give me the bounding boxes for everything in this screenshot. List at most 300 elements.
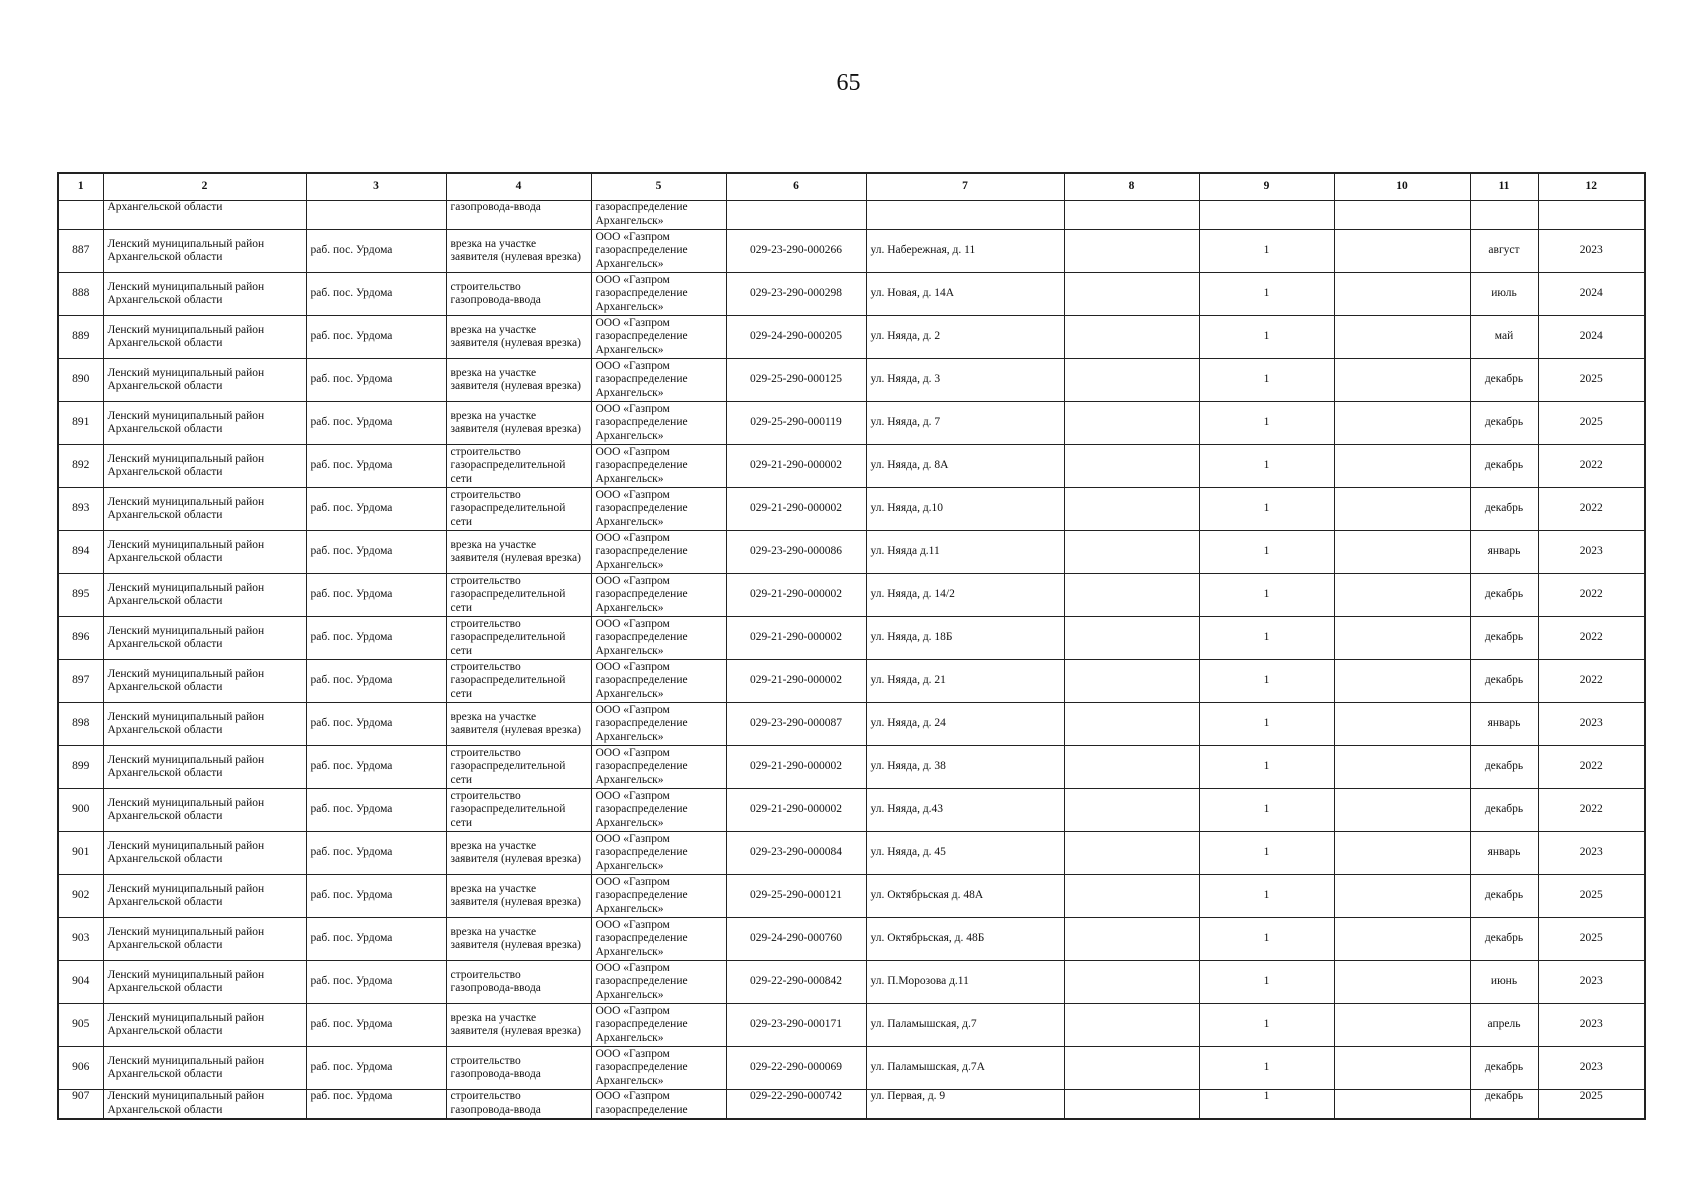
cell-col10 <box>1334 703 1470 746</box>
cell-settlement: раб. пос. Урдома <box>306 1090 446 1120</box>
cell-code: 029-21-290-000002 <box>726 660 866 703</box>
cell-num: 887 <box>58 230 103 273</box>
cell-col10 <box>1334 402 1470 445</box>
cell-address: ул. Няяда, д. 2 <box>866 316 1064 359</box>
cell-work-type: врезка на участке заявителя (нулевая врезка) <box>446 918 591 961</box>
cell-code: 029-24-290-000205 <box>726 316 866 359</box>
cell-settlement: раб. пос. Урдома <box>306 918 446 961</box>
page-number: 65 <box>836 70 861 96</box>
cell-col10 <box>1334 832 1470 875</box>
cell-code: 029-22-290-000842 <box>726 961 866 1004</box>
cell-company: ООО «Газпром газораспределение Архангельск» <box>591 617 726 660</box>
cell-num: 907 <box>58 1090 103 1120</box>
cell-month: июнь <box>1470 961 1538 1004</box>
cell-col9: 1 <box>1199 1004 1334 1047</box>
cell-month <box>1470 201 1538 230</box>
cell-num: 892 <box>58 445 103 488</box>
cell-district: Ленский муниципальный район Архангельской области <box>103 273 306 316</box>
cell-col10 <box>1334 1047 1470 1090</box>
cell-year <box>1538 201 1645 230</box>
cell-year: 2024 <box>1538 273 1645 316</box>
cell-work-type: строительство газопровода-ввода <box>446 273 591 316</box>
cell-company: ООО «Газпром газораспределение Архангельск» <box>591 832 726 875</box>
cell-address: ул. Паламышская, д.7А <box>866 1047 1064 1090</box>
cell-col9: 1 <box>1199 230 1334 273</box>
cell-num: 897 <box>58 660 103 703</box>
cell-month: декабрь <box>1470 660 1538 703</box>
cell-district: Ленский муниципальный район Архангельской области <box>103 316 306 359</box>
cell-code: 029-21-290-000002 <box>726 789 866 832</box>
cell-col10 <box>1334 445 1470 488</box>
column-header: 10 <box>1334 173 1470 201</box>
cell-num: 898 <box>58 703 103 746</box>
cell-work-type: врезка на участке заявителя (нулевая врезка) <box>446 1004 591 1047</box>
cell-col8 <box>1064 875 1199 918</box>
cell-settlement: раб. пос. Урдома <box>306 488 446 531</box>
cell-year: 2023 <box>1538 703 1645 746</box>
cell-month: январь <box>1470 531 1538 574</box>
cell-col9: 1 <box>1199 488 1334 531</box>
cell-company: ООО «Газпром газораспределение Архангельск» <box>591 1047 726 1090</box>
column-header: 9 <box>1199 173 1334 201</box>
cell-month: декабрь <box>1470 402 1538 445</box>
cell-num: 900 <box>58 789 103 832</box>
cell-col8 <box>1064 961 1199 1004</box>
cell-year: 2022 <box>1538 574 1645 617</box>
cell-settlement: раб. пос. Урдома <box>306 875 446 918</box>
table-row <box>58 402 1645 445</box>
cell-code: 029-25-290-000125 <box>726 359 866 402</box>
cell-code: 029-25-290-000119 <box>726 402 866 445</box>
table-row <box>58 488 1645 531</box>
cell-year: 2024 <box>1538 316 1645 359</box>
cell-address: ул. Няяда, д. 24 <box>866 703 1064 746</box>
cell-col8 <box>1064 789 1199 832</box>
table-row <box>58 1090 1645 1120</box>
cell-col9: 1 <box>1199 359 1334 402</box>
cell-work-type: строительство газораспределительной сети <box>446 445 591 488</box>
cell-col8 <box>1064 531 1199 574</box>
cell-col8 <box>1064 660 1199 703</box>
cell-col8 <box>1064 1090 1199 1120</box>
cell-address <box>866 201 1064 230</box>
column-header: 5 <box>591 173 726 201</box>
table-row <box>58 961 1645 1004</box>
cell-work-type: строительство газораспределительной сети <box>446 574 591 617</box>
column-header: 7 <box>866 173 1064 201</box>
cell-num: 904 <box>58 961 103 1004</box>
cell-num: 906 <box>58 1047 103 1090</box>
cell-address: ул. Набережная, д. 11 <box>866 230 1064 273</box>
cell-company: ООО «Газпром газораспределение Архангельск» <box>591 273 726 316</box>
cell-month: январь <box>1470 832 1538 875</box>
cell-col8 <box>1064 1047 1199 1090</box>
cell-col9: 1 <box>1199 617 1334 660</box>
table-row <box>58 832 1645 875</box>
cell-work-type: газопровода-ввода <box>446 201 591 230</box>
column-header: 2 <box>103 173 306 201</box>
cell-company: ООО «Газпром газораспределение Архангельск» <box>591 359 726 402</box>
cell-code: 029-21-290-000002 <box>726 746 866 789</box>
cell-col8 <box>1064 273 1199 316</box>
cell-settlement: раб. пос. Урдома <box>306 230 446 273</box>
cell-company: ООО «Газпром газораспределение Архангельск» <box>591 875 726 918</box>
cell-address: ул. Няяда, д. 45 <box>866 832 1064 875</box>
cell-settlement: раб. пос. Урдома <box>306 574 446 617</box>
cell-month: август <box>1470 230 1538 273</box>
column-header: 8 <box>1064 173 1199 201</box>
cell-num: 890 <box>58 359 103 402</box>
cell-address: ул. Няяда, д. 14/2 <box>866 574 1064 617</box>
cell-col8 <box>1064 445 1199 488</box>
cell-col9: 1 <box>1199 961 1334 1004</box>
cell-year: 2022 <box>1538 746 1645 789</box>
cell-col9: 1 <box>1199 918 1334 961</box>
cell-year: 2022 <box>1538 445 1645 488</box>
cell-month: декабрь <box>1470 1047 1538 1090</box>
cell-num: 905 <box>58 1004 103 1047</box>
cell-month: январь <box>1470 703 1538 746</box>
cell-settlement <box>306 201 446 230</box>
cell-address: ул. Няяда, д. 7 <box>866 402 1064 445</box>
cell-address: ул. Новая, д. 14А <box>866 273 1064 316</box>
cell-work-type: врезка на участке заявителя (нулевая врезка) <box>446 316 591 359</box>
cell-code: 029-23-290-000087 <box>726 703 866 746</box>
cell-col10 <box>1334 1004 1470 1047</box>
cell-code: 029-23-290-000086 <box>726 531 866 574</box>
cell-year: 2022 <box>1538 488 1645 531</box>
cell-col10 <box>1334 1090 1470 1120</box>
cell-col8 <box>1064 574 1199 617</box>
cell-year: 2025 <box>1538 402 1645 445</box>
cell-num: 888 <box>58 273 103 316</box>
cell-district: Ленский муниципальный район Архангельской области <box>103 488 306 531</box>
cell-work-type: строительство газораспределительной сети <box>446 488 591 531</box>
cell-settlement: раб. пос. Урдома <box>306 445 446 488</box>
cell-col8 <box>1064 832 1199 875</box>
table-row <box>58 230 1645 273</box>
cell-district: Ленский муниципальный район Архангельской области <box>103 617 306 660</box>
cell-col8 <box>1064 488 1199 531</box>
cell-district: Ленский муниципальный район Архангельской области <box>103 660 306 703</box>
cell-work-type: врезка на участке заявителя (нулевая врезка) <box>446 230 591 273</box>
cell-company: ООО «Газпром газораспределение Архангельск» <box>591 703 726 746</box>
cell-col10 <box>1334 488 1470 531</box>
cell-col10 <box>1334 617 1470 660</box>
cell-month: июль <box>1470 273 1538 316</box>
cell-col9: 1 <box>1199 273 1334 316</box>
cell-company: ООО «Газпром газораспределение Архангельск» <box>591 789 726 832</box>
cell-settlement: раб. пос. Урдома <box>306 746 446 789</box>
cell-settlement: раб. пос. Урдома <box>306 660 446 703</box>
cell-work-type: строительство газопровода-ввода <box>446 1047 591 1090</box>
cell-col8 <box>1064 746 1199 789</box>
cell-year: 2023 <box>1538 1047 1645 1090</box>
cell-company: ООО «Газпром газораспределение Архангельск» <box>591 961 726 1004</box>
cell-code: 029-22-290-000069 <box>726 1047 866 1090</box>
cell-address: ул. Паламышская, д.7 <box>866 1004 1064 1047</box>
cell-col10 <box>1334 789 1470 832</box>
cell-settlement: раб. пос. Урдома <box>306 832 446 875</box>
cell-col8 <box>1064 230 1199 273</box>
cell-district: Ленский муниципальный район Архангельской области <box>103 402 306 445</box>
table-row <box>58 1004 1645 1047</box>
cell-month: декабрь <box>1470 1090 1538 1120</box>
cell-num: 895 <box>58 574 103 617</box>
cell-month: декабрь <box>1470 746 1538 789</box>
cell-month: декабрь <box>1470 918 1538 961</box>
cell-num: 891 <box>58 402 103 445</box>
cell-num <box>58 201 103 230</box>
cell-col8 <box>1064 316 1199 359</box>
table-row <box>58 875 1645 918</box>
cell-code: 029-21-290-000002 <box>726 445 866 488</box>
cell-company: ООО «Газпром газораспределение Архангельск» <box>591 531 726 574</box>
cell-district: Ленский муниципальный район Архангельской области <box>103 1090 306 1120</box>
cell-district: Ленский муниципальный район Архангельской области <box>103 445 306 488</box>
cell-col10 <box>1334 875 1470 918</box>
cell-col9: 1 <box>1199 531 1334 574</box>
cell-month: декабрь <box>1470 574 1538 617</box>
cell-col9: 1 <box>1199 832 1334 875</box>
continuation-row <box>58 201 1645 230</box>
cell-col10 <box>1334 273 1470 316</box>
cell-address: ул. Няяда, д. 18Б <box>866 617 1064 660</box>
cell-work-type: врезка на участке заявителя (нулевая врезка) <box>446 875 591 918</box>
cell-district: Ленский муниципальный район Архангельской области <box>103 574 306 617</box>
cell-year: 2023 <box>1538 1004 1645 1047</box>
cell-address: ул. Няяда, д.10 <box>866 488 1064 531</box>
cell-company: ООО «Газпром газораспределение Архангельск» <box>591 574 726 617</box>
cell-company: ООО «Газпром газораспределение <box>591 1090 726 1120</box>
cell-settlement: раб. пос. Урдома <box>306 961 446 1004</box>
cell-col9: 1 <box>1199 574 1334 617</box>
cell-col8 <box>1064 1004 1199 1047</box>
cell-company: ООО «Газпром газораспределение Архангельск» <box>591 445 726 488</box>
cell-col9: 1 <box>1199 445 1334 488</box>
cell-col8 <box>1064 918 1199 961</box>
cell-num: 896 <box>58 617 103 660</box>
cell-col10 <box>1334 230 1470 273</box>
cell-year: 2022 <box>1538 789 1645 832</box>
table-row <box>58 316 1645 359</box>
cell-district: Ленский муниципальный район Архангельской области <box>103 789 306 832</box>
cell-num: 894 <box>58 531 103 574</box>
cell-col10 <box>1334 961 1470 1004</box>
cell-num: 899 <box>58 746 103 789</box>
cell-work-type: строительство газораспределительной сети <box>446 660 591 703</box>
cell-code: 029-23-290-000298 <box>726 273 866 316</box>
table-row <box>58 445 1645 488</box>
cell-work-type: строительство газораспределительной сети <box>446 746 591 789</box>
cell-col9: 1 <box>1199 1090 1334 1120</box>
cell-col8 <box>1064 617 1199 660</box>
cell-year: 2022 <box>1538 660 1645 703</box>
cell-code: 029-23-290-000084 <box>726 832 866 875</box>
cell-col9: 1 <box>1199 875 1334 918</box>
cell-code: 029-25-290-000121 <box>726 875 866 918</box>
cell-code <box>726 201 866 230</box>
cell-code: 029-21-290-000002 <box>726 617 866 660</box>
cell-col9: 1 <box>1199 1047 1334 1090</box>
cell-col8 <box>1064 402 1199 445</box>
cell-settlement: раб. пос. Урдома <box>306 617 446 660</box>
cell-work-type: строительство газопровода-ввода <box>446 1090 591 1120</box>
cell-settlement: раб. пос. Урдома <box>306 703 446 746</box>
cell-code: 029-21-290-000002 <box>726 574 866 617</box>
cell-year: 2025 <box>1538 1090 1645 1120</box>
cell-work-type: строительство газораспределительной сети <box>446 617 591 660</box>
cell-num: 902 <box>58 875 103 918</box>
cell-settlement: раб. пос. Урдома <box>306 359 446 402</box>
cell-code: 029-23-290-000266 <box>726 230 866 273</box>
cell-address: ул. Няяда д.11 <box>866 531 1064 574</box>
cell-code: 029-22-290-000742 <box>726 1090 866 1120</box>
cell-work-type: врезка на участке заявителя (нулевая врезка) <box>446 531 591 574</box>
cell-address: ул. Октябрьская, д. 48Б <box>866 918 1064 961</box>
table-row <box>58 617 1645 660</box>
cell-settlement: раб. пос. Урдома <box>306 531 446 574</box>
cell-company: ООО «Газпром газораспределение Архангельск» <box>591 746 726 789</box>
cell-month: декабрь <box>1470 359 1538 402</box>
cell-district: Ленский муниципальный район Архангельской области <box>103 531 306 574</box>
cell-col10 <box>1334 531 1470 574</box>
cell-company: ООО «Газпром газораспределение Архангельск» <box>591 918 726 961</box>
header-row <box>58 173 1645 201</box>
table-row <box>58 746 1645 789</box>
cell-settlement: раб. пос. Урдома <box>306 1047 446 1090</box>
table-row <box>58 359 1645 402</box>
cell-district: Ленский муниципальный район Архангельской области <box>103 961 306 1004</box>
cell-year: 2025 <box>1538 359 1645 402</box>
cell-col9 <box>1199 201 1334 230</box>
cell-col8 <box>1064 703 1199 746</box>
column-header: 1 <box>58 173 103 201</box>
cell-year: 2023 <box>1538 832 1645 875</box>
table-row <box>58 703 1645 746</box>
cell-month: май <box>1470 316 1538 359</box>
cell-col9: 1 <box>1199 316 1334 359</box>
cell-work-type: строительство газораспределительной сети <box>446 789 591 832</box>
cell-district: Ленский муниципальный район Архангельской области <box>103 1047 306 1090</box>
table-row <box>58 1047 1645 1090</box>
cell-month: декабрь <box>1470 617 1538 660</box>
column-header: 12 <box>1538 173 1645 201</box>
cell-settlement: раб. пос. Урдома <box>306 789 446 832</box>
cell-work-type: врезка на участке заявителя (нулевая врезка) <box>446 402 591 445</box>
cell-month: декабрь <box>1470 875 1538 918</box>
cell-settlement: раб. пос. Урдома <box>306 1004 446 1047</box>
cell-company: ООО «Газпром газораспределение Архангельск» <box>591 488 726 531</box>
column-header: 11 <box>1470 173 1538 201</box>
table-row <box>58 273 1645 316</box>
cell-month: декабрь <box>1470 789 1538 832</box>
cell-settlement: раб. пос. Урдома <box>306 273 446 316</box>
cell-col10 <box>1334 660 1470 703</box>
cell-col10 <box>1334 918 1470 961</box>
cell-district: Ленский муниципальный район Архангельской области <box>103 1004 306 1047</box>
cell-col9: 1 <box>1199 746 1334 789</box>
cell-col10 <box>1334 574 1470 617</box>
cell-num: 901 <box>58 832 103 875</box>
cell-address: ул. Няяда, д. 38 <box>866 746 1064 789</box>
cell-work-type: строительство газопровода-ввода <box>446 961 591 1004</box>
cell-settlement: раб. пос. Урдома <box>306 402 446 445</box>
cell-month: декабрь <box>1470 445 1538 488</box>
cell-company: газораспределение Архангельск» <box>591 201 726 230</box>
cell-work-type: врезка на участке заявителя (нулевая врезка) <box>446 703 591 746</box>
cell-district: Ленский муниципальный район Архангельской области <box>103 832 306 875</box>
column-header: 6 <box>726 173 866 201</box>
cell-work-type: врезка на участке заявителя (нулевая врезка) <box>446 359 591 402</box>
cell-num: 889 <box>58 316 103 359</box>
cell-address: ул. Няяда, д. 21 <box>866 660 1064 703</box>
cell-year: 2022 <box>1538 617 1645 660</box>
cell-col9: 1 <box>1199 660 1334 703</box>
cell-address: ул. Няяда, д. 8А <box>866 445 1064 488</box>
cell-company: ООО «Газпром газораспределение Архангельск» <box>591 660 726 703</box>
cell-year: 2025 <box>1538 875 1645 918</box>
cell-address: ул. Няяда, д. 3 <box>866 359 1064 402</box>
cell-code: 029-23-290-000171 <box>726 1004 866 1047</box>
cell-col9: 1 <box>1199 789 1334 832</box>
cell-col10 <box>1334 746 1470 789</box>
cell-company: ООО «Газпром газораспределение Архангельск» <box>591 402 726 445</box>
cell-col8 <box>1064 359 1199 402</box>
cell-address: ул. Няяда, д.43 <box>866 789 1064 832</box>
cell-year: 2023 <box>1538 531 1645 574</box>
table-row <box>58 789 1645 832</box>
cell-district: Ленский муниципальный район Архангельской области <box>103 359 306 402</box>
column-header: 4 <box>446 173 591 201</box>
cell-address: ул. Первая, д. 9 <box>866 1090 1064 1120</box>
cell-district: Ленский муниципальный район Архангельской области <box>103 875 306 918</box>
cell-num: 903 <box>58 918 103 961</box>
cell-col10 <box>1334 359 1470 402</box>
cell-work-type: врезка на участке заявителя (нулевая врезка) <box>446 832 591 875</box>
cell-address: ул. Октябрьская д. 48А <box>866 875 1064 918</box>
cell-settlement: раб. пос. Урдома <box>306 316 446 359</box>
cell-col10 <box>1334 201 1470 230</box>
table-row <box>58 531 1645 574</box>
cell-company: ООО «Газпром газораспределение Архангельск» <box>591 230 726 273</box>
cell-col9: 1 <box>1199 402 1334 445</box>
cell-col9: 1 <box>1199 703 1334 746</box>
cell-district: Ленский муниципальный район Архангельской области <box>103 230 306 273</box>
cell-year: 2025 <box>1538 918 1645 961</box>
cell-company: ООО «Газпром газораспределение Архангельск» <box>591 316 726 359</box>
cell-district: Ленский муниципальный район Архангельской области <box>103 703 306 746</box>
cell-district: Ленский муниципальный район Архангельской области <box>103 746 306 789</box>
table-row <box>58 660 1645 703</box>
cell-district: Ленский муниципальный район Архангельской области <box>103 918 306 961</box>
cell-year: 2023 <box>1538 961 1645 1004</box>
cell-month: апрель <box>1470 1004 1538 1047</box>
table-row <box>58 918 1645 961</box>
cell-district: Архангельской области <box>103 201 306 230</box>
registry-table <box>57 172 1646 1120</box>
column-header: 3 <box>306 173 446 201</box>
cell-col8 <box>1064 201 1199 230</box>
cell-address: ул. П.Морозова д.11 <box>866 961 1064 1004</box>
cell-code: 029-21-290-000002 <box>726 488 866 531</box>
cell-month: декабрь <box>1470 488 1538 531</box>
cell-code: 029-24-290-000760 <box>726 918 866 961</box>
cell-company: ООО «Газпром газораспределение Архангельск» <box>591 1004 726 1047</box>
cell-num: 893 <box>58 488 103 531</box>
cell-col10 <box>1334 316 1470 359</box>
table-row <box>58 574 1645 617</box>
